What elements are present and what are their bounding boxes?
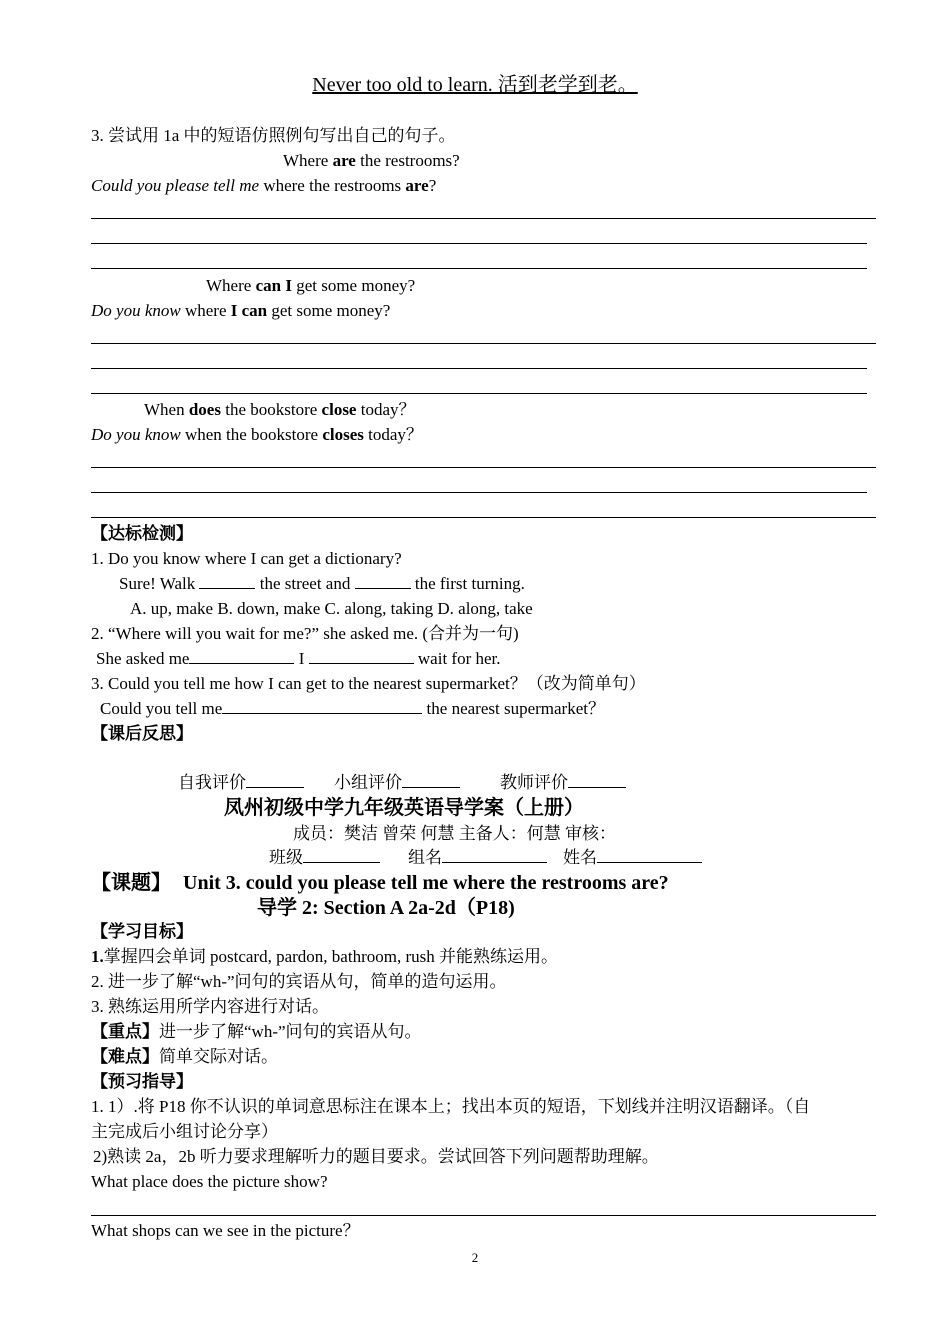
difficult-point: 【难点】简单交际对话。: [91, 1047, 278, 1066]
goals-heading: 【学习目标】: [91, 922, 193, 941]
example-answer-1: Could you please tell me where the restrooms are?: [91, 176, 437, 195]
check-question-1-options: A. up, make B. down, make C. along, taking D. along, take: [130, 599, 533, 618]
example-answer-3: Do you know when the bookstore closes today？: [91, 425, 423, 444]
check-question-1-fill: Sure! Walk the street and the first turning.: [119, 574, 525, 593]
answer-line[interactable]: [91, 368, 867, 369]
page-number: 2: [471, 1250, 479, 1265]
check-question-2: 2. “Where will you wait for me?” she asked me. (合并为一句): [91, 624, 519, 643]
exercise-instruction: 3. 尝试用 1a 中的短语仿照例句写出自己的句子。: [91, 126, 456, 145]
answer-line[interactable]: [91, 1215, 876, 1216]
answer-line[interactable]: [91, 343, 876, 344]
evaluation-row: 自我评价 小组评价 教师评价: [178, 773, 626, 793]
blank-field[interactable]: [303, 848, 380, 863]
page-header: [0, 68, 950, 97]
question-place: What place does the picture show?: [91, 1172, 328, 1191]
answer-line[interactable]: [91, 517, 876, 518]
check-question-3: 3. Could you tell me how I can get to the nearest supermarket？（改为简单句）: [91, 674, 646, 693]
example-question-2: Where can I get some money?: [206, 276, 416, 295]
blank-field[interactable]: [199, 574, 255, 589]
blank-field[interactable]: [355, 574, 411, 589]
question-shops: What shops can we see in the picture？: [91, 1221, 360, 1240]
goal-3: 3. 熟练运用所学内容进行对话。: [91, 997, 329, 1016]
example-question-3: When does the bookstore close today？: [144, 400, 416, 419]
blank-field[interactable]: [568, 773, 626, 788]
example-question-1: Where are the restrooms?: [283, 151, 460, 170]
preview-item-1-cont: 主完成后小组讨论分享）: [91, 1122, 278, 1141]
student-info-row: 班级 组名 姓名: [269, 848, 702, 868]
goal-2: 2. 进一步了解“wh-”问句的宾语从句，简单的造句运用。: [91, 972, 507, 991]
check-question-2-fill: She asked me I wait for her.: [96, 649, 501, 668]
lesson-subtitle: 导学 2: Section A 2a-2d（P18): [257, 897, 515, 919]
preview-item-2: 2)熟读 2a，2b 听力要求理解听力的题目要求。尝试回答下列问题帮助理解。: [93, 1147, 659, 1166]
answer-line[interactable]: [91, 218, 876, 219]
preview-item-1: 1. 1）.将 P18 你不认识的单词意思标注在课本上；找出本页的短语，下划线并注明汉语翻译。（自: [91, 1097, 811, 1116]
blank-field[interactable]: [597, 848, 702, 863]
answer-line[interactable]: [91, 467, 876, 468]
blank-field[interactable]: [246, 773, 304, 788]
goal-1: 1.掌握四会单词 postcard, pardon, bathroom, rush 并能熟练运用。: [91, 947, 558, 966]
members-line: 成员：樊洁 曾荣 何慧 主备人：何慧 审核：: [293, 824, 616, 843]
blank-field[interactable]: [309, 649, 414, 664]
key-point: 【重点】进一步了解“wh-”问句的宾语从句。: [91, 1022, 422, 1041]
preview-heading: 【预习指导】: [91, 1072, 193, 1091]
blank-field[interactable]: [222, 699, 422, 714]
reflection-heading: 【课后反思】: [91, 724, 193, 743]
blank-field[interactable]: [402, 773, 460, 788]
header-text: Never too old to learn. 活到老学到老。: [312, 74, 638, 96]
blank-field[interactable]: [442, 848, 547, 863]
check-question-3-fill: Could you tell me the nearest supermarket？: [100, 699, 605, 718]
answer-line[interactable]: [91, 243, 867, 244]
answer-line[interactable]: [91, 268, 867, 269]
answer-line[interactable]: [91, 393, 867, 394]
check-heading: 【达标检测】: [91, 524, 193, 543]
blank-field[interactable]: [189, 649, 294, 664]
example-answer-2: Do you know where I can get some money?: [91, 301, 391, 320]
answer-line[interactable]: [91, 492, 867, 493]
lesson-topic: 【课题】 Unit 3. could you please tell me where the restrooms are?: [91, 872, 669, 894]
check-question-1: 1. Do you know where I can get a dictionary?: [91, 549, 402, 568]
school-title: 凤州初级中学九年级英语导学案（上册）: [224, 797, 584, 819]
